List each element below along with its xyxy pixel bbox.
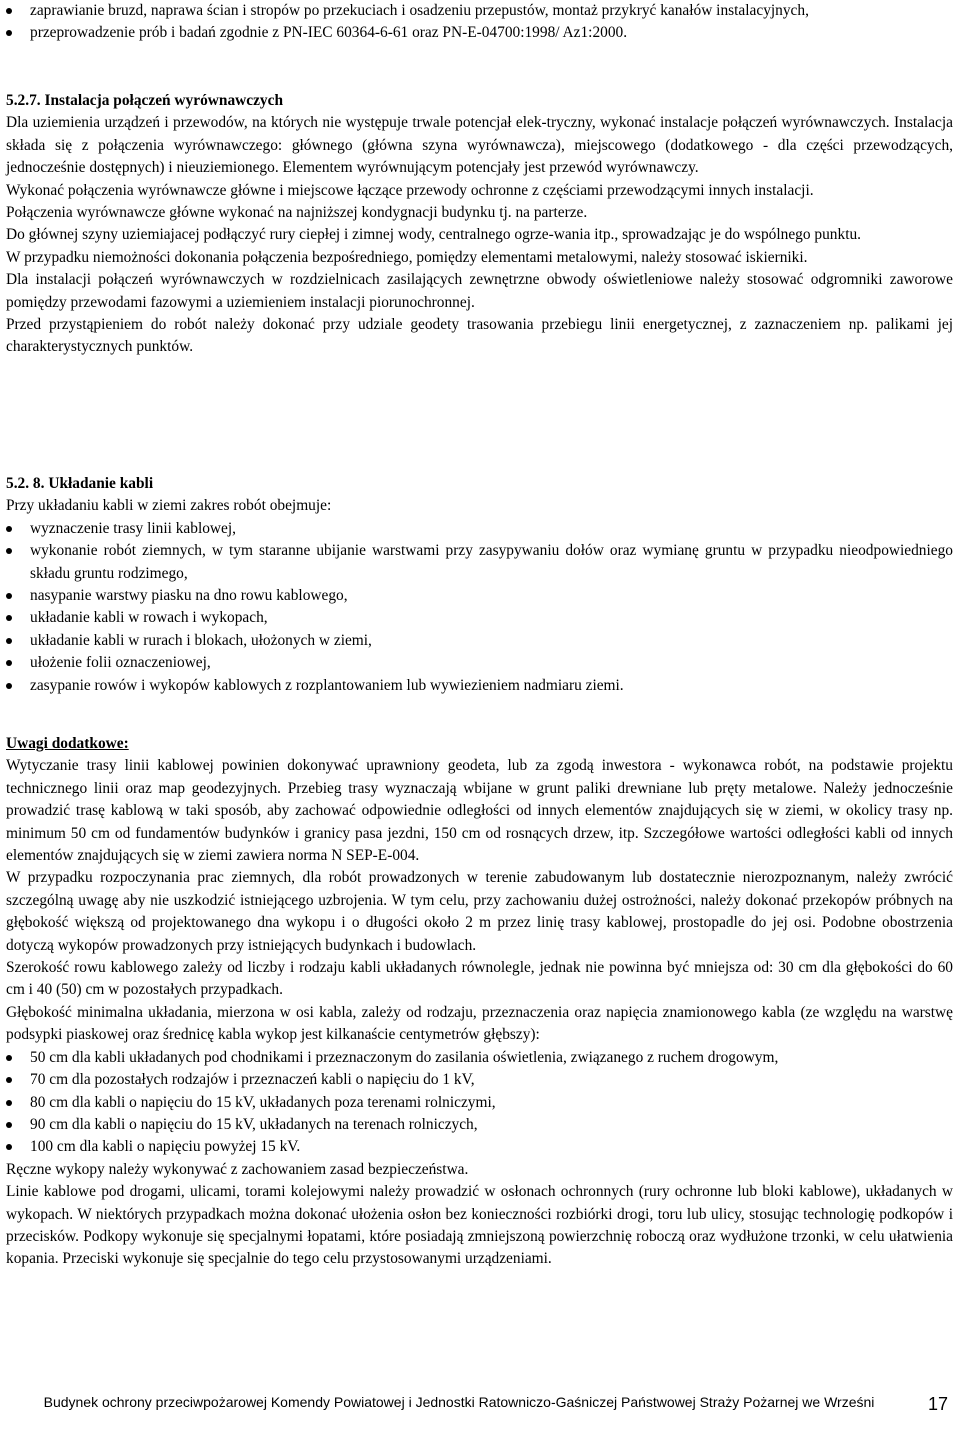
list-item: 70 cm dla pozostałych rodzajów i przeznaczeń kabli o napięciu do 1 kV, [6, 1069, 953, 1091]
paragraph: Ręczne wykopy należy wykonywać z zachowaniem zasad bezpieczeństwa. [6, 1160, 469, 1178]
list-item: 100 cm dla kabli o napięciu powyżej 15 kV. [6, 1136, 953, 1158]
list-item: 90 cm dla kabli o napięciu do 15 kV, układanych na terenach rolniczych, [6, 1114, 953, 1136]
paragraph: Dla uziemienia urządzeń i przewodów, na których nie występuje trwale potencjał elek-tryczny, wykonać instalacje połączeń wyrównawczych. Instalacja składa się z połączenia wyrównawczego: głównego (główna szyna wyrównawcza), miejscowego (dodatkowego - dla części przewodzących, jednocześnie dostępnych) i nieuziemionego. Elementem wyrównującym potencjały jest przewód wyrównawczy. [6, 114, 953, 177]
list-item: zasypanie rowów i wykopów kablowych z rozplantowaniem lub wywiezieniem nadmiaru ziemi. [6, 675, 953, 697]
paragraph: Połączenia wyrównawcze główne wykonać na najniższej kondygnacji budynku tj. na parterze. [6, 204, 588, 222]
works-list [6, 518, 953, 697]
section-heading: Uwagi dodatkowe: [6, 735, 129, 752]
paragraph: Linie kablowe pod drogami, ulicami, torami kolejowymi należy prowadzić w osłonach ochronnych (rury ochronne lub bloki kablowe), układanych w wykopach. W niektórych przypadkach można dokonać ułożenia osłon bez konieczności rozbiórki drogi, toru lub ulicy, stosując technologię podkopów i przecisków. Podkopy wykonuje się specjalnymi łopatami, które posiadają zmniejszoną powierzchnię roboczą oraz wydłużone trzonki, w celu ułatwienia kopania. Przeciski wykonuje się specjalnie do tego celu przystosowanymi urządzeniami. [6, 1183, 953, 1268]
paragraph: Do głównej szyny uziemiajacej podłączyć rury ciepłej i zimnej wody, centralnego ogrze-wania itp., sprowadzając je do wspólnego punktu. [6, 226, 862, 244]
list-item: ułożenie folii oznaczeniowej, [6, 652, 953, 674]
depth-list [6, 1047, 953, 1159]
list-item: 50 cm dla kabli układanych pod chodnikami i przeznaczonym do zasilania oświetlenia, związanego z ruchem drogowym, [6, 1047, 953, 1069]
list-item: wyznaczenie trasy linii kablowej, [6, 518, 953, 540]
paragraph: Dla instalacji połączeń wyrównawczych w rozdzielnicach zasilających zewnętrzne obwody oświetleniowe należy stosować odgromniki zaworowe pomiędzy przewodami fazowymi a uziemieniem instalacji piorunochronnej. [6, 271, 953, 311]
paragraph: Przy układaniu kabli w ziemi zakres robót obejmuje: [6, 497, 332, 515]
list-item: układanie kabli w rurach i blokach, ułożonych w ziemi, [6, 630, 953, 652]
paragraph: Przed przystąpieniem do robót należy dokonać przy udziale geodety trasowania przebiegu linii energetycznej, z zaznaczeniem np. palikami jej charakterystycznych punktów. [6, 316, 953, 356]
paragraph: W przypadku rozpoczynania prac ziemnych, dla robót prowadzonych w terenie zabudowanym lub dostatecznie nierozpoznanym, należy zwrócić szczególną uwagę aby nie uszkodzić istniejącego uzbrojenia. W tym celu, przy zachowaniu dużej ostrożności, należy dokonać przekopów próbnych na głębokość większą od projektowanego dna wykopu i o długości około 2 m przez linię trasy kablowej, prostopadle do jej osi. Podobne obostrzenia dotyczą wykopów prowadzonych przy istniejących budynkach i budowlach. [6, 869, 953, 954]
paragraph: Szerokość rowu kablowego zależy od liczby i rodzaju kabli układanych równolegle, jednak nie powinna być mniejsza od: 30 cm dla głębokości do 60 cm i 40 (50) cm w pozostałych przypadkach. [6, 959, 953, 999]
footer-text: Budynek ochrony przeciwpożarowej Komendy Powiatowej i Jednostki Ratowniczo-Gaśniczej Państwowej Straży Pożarnej we Wrześni [43, 1394, 875, 1410]
paragraph: W przypadku niemożności dokonania połączenia bezpośredniego, pomiędzy elementami metalowymi, należy stosować iskierniki. [6, 248, 808, 266]
section-heading: 5.2.7. Instalacja połączeń wyrównawczych [6, 92, 284, 109]
list-item: wykonanie robót ziemnych, w tym staranne ubijanie warstwami przy zasypywaniu dołów oraz wymianę gruntu w przypadku nieodpowiedniego składu gruntu rodzimego, [6, 540, 953, 585]
list-item: zaprawianie bruzd, naprawa ścian i stropów po przekuciach i osadzeniu przepustów, montaż przykryć kanałów instalacyjnych, [6, 0, 953, 22]
list-item: nasypanie warstwy piasku na dno rowu kablowego, [6, 585, 953, 607]
paragraph: Głębokość minimalna układania, mierzona w osi kabla, zależy od rodzaju, przeznaczenia oraz napięcia znamionowego kabla (ze względu na warstwę podsypki piaskowej oraz średnicę kabla wykop jest kilkanaście centymetrów głębszy): [6, 1003, 953, 1044]
section-5-2-7 [6, 90, 953, 359]
section-5-2-8 [6, 473, 953, 697]
page-number: 17 [927, 1394, 948, 1414]
top-bullet-list [6, 0, 953, 45]
paragraph: Wytyczanie trasy linii kablowej powinien dokonywać uprawniony geodeta, lub za zgodą inwestora - wykonawca robót, na podstawie projektu technicznego linii oraz map geodezyjnych. Przebieg trasy wyznaczają wbijane w grunt paliki drewniane lub pręty metalowe. Należy jednocześnie prowadzić trasę kablową w taki sposób, aby zachować odpowiednie odległości od innych elementów znajdujących się w ziemi, w okolicy trasy np. minimum 50 cm od fundamentów budynków i granicy pasa jezdni, 150 cm od rosnących drzew, itp. Szczegółowe wartości odległości kabli od innych elementów znajdujących się w ziemi zawiera norma N SEP-E-004. [6, 757, 953, 865]
top-bullet-block [6, 0, 953, 45]
list-item: układanie kabli w rowach i wykopach, [6, 607, 953, 629]
list-item: przeprowadzenie prób i badań zgodnie z PN-IEC 60364-6-61 oraz PN-E-04700:1998/ Az1:2000. [6, 22, 953, 44]
section-uwagi [6, 733, 953, 1271]
paragraph: Wykonać połączenia wyrównawcze główne i miejscowe łączące przewody ochronne z częściami przewodzącymi innych instalacji. [6, 181, 814, 199]
list-item: 80 cm dla kabli o napięciu do 15 kV, układanych poza terenami rolniczymi, [6, 1092, 953, 1114]
section-heading: 5.2. 8. Układanie kabli [6, 475, 154, 492]
